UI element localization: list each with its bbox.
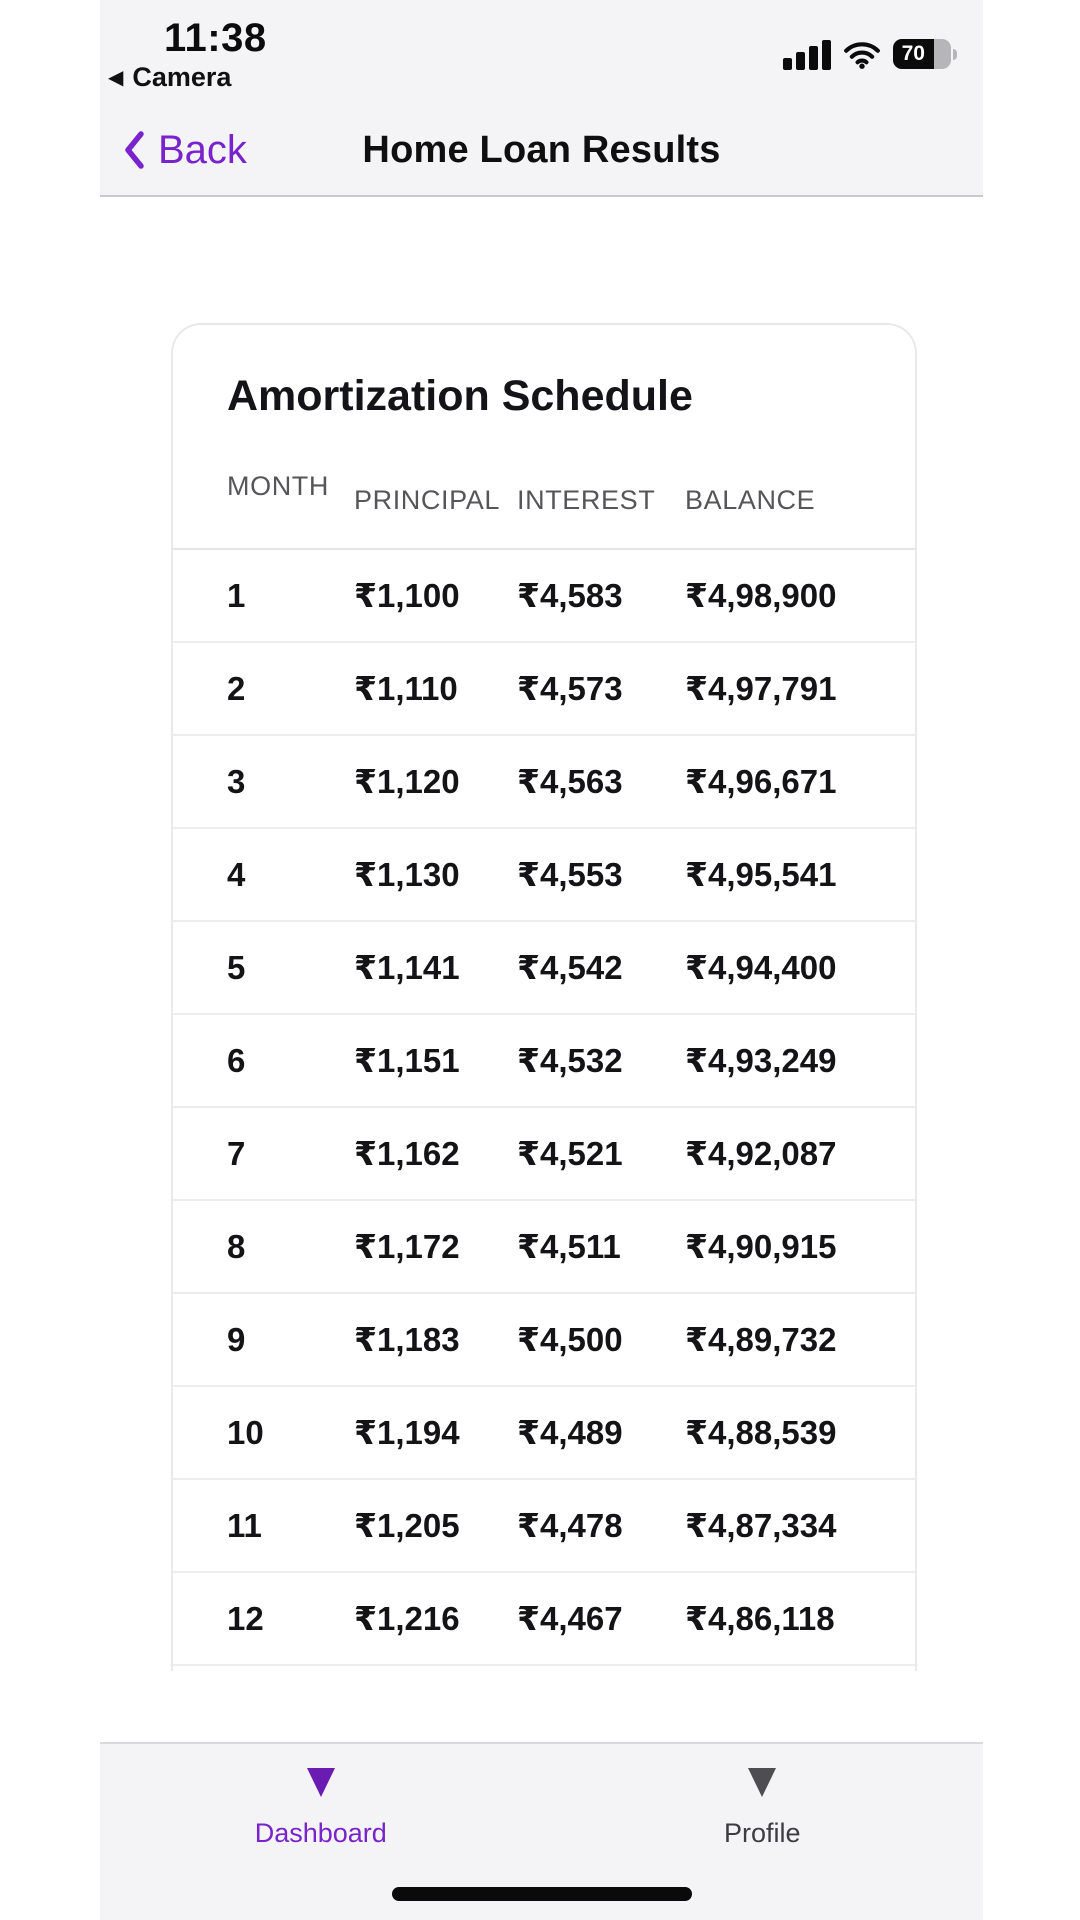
table-row — [173, 1201, 915, 1294]
principal-cell: ₹1,141 — [354, 949, 460, 986]
table-row — [173, 1108, 915, 1201]
month-cell: 11 — [227, 1506, 262, 1544]
back-to-app-triangle-icon: ◀ — [108, 66, 124, 89]
battery-cap — [953, 49, 957, 60]
column-header-interest: INTEREST — [517, 485, 656, 515]
table-row — [173, 1573, 915, 1666]
interest-cell: ₹4,511 — [517, 1228, 621, 1265]
table-row — [173, 736, 915, 829]
phone-screen — [100, 0, 983, 1920]
month-cell: 6 — [227, 1041, 246, 1079]
interest-cell: ₹4,500 — [517, 1321, 623, 1358]
month-cell: 2 — [227, 669, 246, 707]
principal-cell: ₹1,130 — [354, 856, 460, 893]
month-cell: 1 — [227, 576, 246, 614]
principal-cell: ₹1,205 — [354, 1507, 460, 1544]
month-cell: 9 — [227, 1320, 246, 1358]
interest-cell: ₹4,583 — [517, 577, 623, 614]
interest-cell: ₹4,553 — [517, 856, 623, 893]
interest-cell: ₹4,573 — [517, 670, 623, 707]
table-row — [173, 1015, 915, 1108]
balance-cell: ₹4,97,791 — [685, 670, 837, 707]
table-row — [173, 829, 915, 922]
interest-cell: ₹4,521 — [517, 1135, 623, 1172]
table-row — [173, 1387, 915, 1480]
status-and-nav-header — [100, 0, 983, 197]
page-title: Home Loan Results — [362, 128, 721, 171]
month-cell: 10 — [227, 1413, 264, 1451]
profile-tab-icon — [748, 1768, 776, 1797]
amortization-card — [171, 323, 917, 1671]
table-row — [173, 1294, 915, 1387]
balance-cell: ₹4,96,671 — [685, 763, 837, 800]
interest-cell: ₹4,542 — [517, 949, 623, 986]
month-cell: 7 — [227, 1134, 246, 1172]
interest-cell: ₹4,467 — [517, 1600, 623, 1637]
main-scroll-area[interactable] — [100, 199, 983, 1742]
status-icons — [783, 38, 957, 70]
balance-cell: ₹4,92,087 — [685, 1135, 837, 1172]
card-title: Amortization Schedule — [227, 372, 693, 420]
principal-cell: ₹1,172 — [354, 1228, 460, 1265]
balance-cell: ₹4,87,334 — [685, 1507, 837, 1544]
table-row — [173, 550, 915, 643]
table-row — [173, 643, 915, 736]
cellular-signal-icon — [783, 39, 831, 70]
principal-cell: ₹1,194 — [354, 1414, 460, 1451]
principal-cell: ₹1,151 — [354, 1042, 460, 1079]
balance-cell: ₹4,86,118 — [685, 1600, 835, 1637]
interest-cell: ₹4,563 — [517, 763, 623, 800]
column-header-month: MONTH — [227, 471, 329, 501]
home-indicator[interactable] — [392, 1887, 692, 1901]
balance-cell: ₹4,98,900 — [685, 577, 837, 614]
interest-cell: ₹4,478 — [517, 1507, 623, 1544]
status-time: 11:38 — [164, 16, 267, 60]
tab-bar — [100, 1742, 983, 1920]
return-app-label: Camera — [132, 62, 232, 92]
interest-cell: ₹4,532 — [517, 1042, 623, 1079]
principal-cell: ₹1,100 — [354, 577, 460, 614]
table-header-row — [173, 472, 915, 516]
dashboard-tab-label: Dashboard — [254, 1818, 387, 1848]
principal-cell: ₹1,216 — [354, 1600, 460, 1637]
principal-cell: ₹1,183 — [354, 1321, 460, 1358]
month-cell: 5 — [227, 948, 246, 986]
column-header-principal: PRINCIPAL — [354, 485, 500, 515]
balance-cell: ₹4,93,249 — [685, 1042, 837, 1079]
return-to-camera-indicator[interactable] — [108, 62, 231, 93]
table-row — [173, 1480, 915, 1573]
back-button-label: Back — [158, 127, 247, 172]
month-cell: 8 — [227, 1227, 246, 1265]
column-header-balance: BALANCE — [685, 485, 816, 515]
balance-cell: ₹4,95,541 — [685, 856, 837, 893]
interest-cell: ₹4,489 — [517, 1414, 623, 1451]
month-cell: 4 — [227, 855, 246, 893]
dashboard-tab-icon — [307, 1768, 335, 1797]
nav-bar — [100, 118, 983, 182]
month-cell: 3 — [227, 762, 246, 800]
profile-tab-label: Profile — [723, 1818, 801, 1848]
battery-percent: 70 — [893, 39, 934, 69]
balance-cell: ₹4,90,915 — [685, 1228, 837, 1265]
battery-icon — [893, 39, 957, 69]
table-row — [173, 922, 915, 1015]
balance-cell: ₹4,88,539 — [685, 1414, 837, 1451]
principal-cell: ₹1,162 — [354, 1135, 460, 1172]
month-cell: 12 — [227, 1599, 264, 1637]
principal-cell: ₹1,120 — [354, 763, 460, 800]
wifi-icon — [843, 40, 881, 69]
principal-cell: ₹1,110 — [354, 670, 458, 707]
balance-cell: ₹4,94,400 — [685, 949, 837, 986]
balance-cell: ₹4,89,732 — [685, 1321, 837, 1358]
table-body — [173, 548, 915, 1666]
